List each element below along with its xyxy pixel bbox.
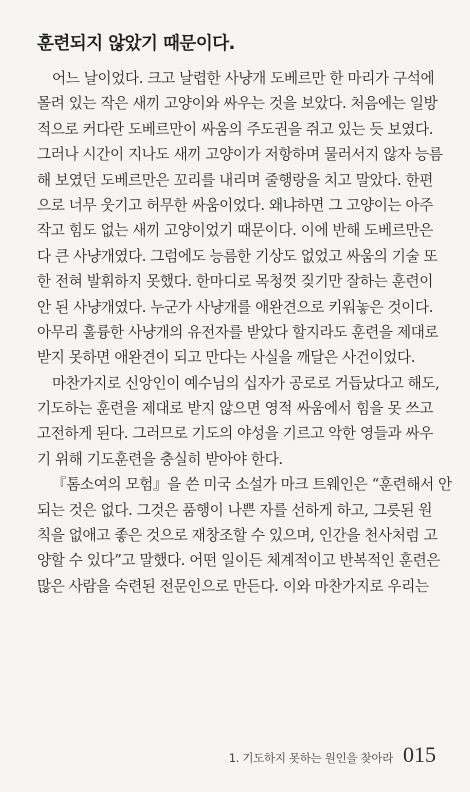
paragraph-line: 작고 힘도 없는 새끼 고양이었기 때문이다. 이에 반해 도베르만은: [37, 222, 434, 240]
paragraph-line: 다 큰 사냥개였다. 그럼에도 능름한 기상도 없었고 싸움의 기술 또: [37, 247, 438, 265]
paragraph-line: 해 보였던 도베르만은 꼬리를 내리며 줄행랑을 치고 말았다. 한편: [37, 171, 434, 189]
paragraph-line: 어느 날이었다. 크고 날렵한 사냥개 도베르만 한 마리가 구석에: [52, 70, 435, 87]
paragraph-line: 적으로 커다란 도베르만이 싸움의 주도권을 쥐고 있는 듯 보였다.: [37, 120, 434, 138]
paragraph-line: 되는 것은 없다. 그것은 품행이 나쁜 자를 선하게 하고, 그릇된 원: [37, 501, 433, 519]
paragraph-line: 아무리 훌륭한 사냥개의 유전자를 받았다 할지라도 훈련을 제대로: [37, 323, 439, 341]
paragraph-line: 많은 사람을 숙련된 전문인으로 만든다. 이와 마찬가지로 우리는: [37, 577, 429, 595]
paragraph-line: 그러나 시간이 지나도 새끼 고양이가 저항하며 물러서지 않자 능름: [37, 146, 443, 164]
page-number: 015: [403, 742, 436, 767]
paragraph-line: 양할 수 있다”고 말했다. 어떤 일이든 체계적이고 반복적인 훈련은: [37, 552, 441, 570]
paragraph-line: 한 전혀 발휘하지 못했다. 한마디로 목청껏 짖기만 잘하는 훈련이: [37, 273, 434, 291]
section-heading: 훈련되지 않았기 때문이다.: [37, 34, 235, 54]
page-footer: [229, 742, 436, 768]
paragraph-line: 마찬가지로 신앙인이 예수님의 십자가 공로로 거듭났다고 해도,: [52, 374, 440, 392]
paragraph-line: 고전하게 된다. 그러므로 기도의 야성을 기르고 악한 영들과 싸우: [37, 425, 434, 443]
paragraph-line: 칙을 없애고 좋은 것으로 재창조할 수 있으며, 인간을 천사처럼 고: [37, 527, 438, 545]
paragraph-line: 기도하는 훈련을 제대로 받지 않으면 영적 싸움에서 힘을 못 쓰고: [37, 400, 434, 418]
body-text: [37, 66, 452, 599]
paragraph-line: 으로 너무 웃기고 허무한 싸움이었다. 왜냐하면 그 고양이는 아주: [37, 196, 434, 214]
paragraph-line: 몰려 있는 작은 새끼 고양이와 싸우는 것을 보았다. 처음에는 일방: [37, 95, 438, 113]
paragraph-line: 안 된 사냥개였다. 누군가 사냥개를 애완견으로 키워놓은 것이다.: [37, 298, 434, 316]
chapter-title: 1. 기도하지 못하는 원인을 찾아라: [228, 751, 393, 765]
paragraph-line: 『톰소여의 모험』을 쓴 미국 소설가 마크 트웨인은 “훈련해서 안: [52, 476, 452, 494]
paragraph-line: 받지 못하면 애완견이 되고 만다는 사실을 깨달은 사건이었다.: [37, 349, 416, 367]
paragraph-line: 기 위해 기도훈련을 충실히 받아야 한다.: [37, 450, 283, 468]
